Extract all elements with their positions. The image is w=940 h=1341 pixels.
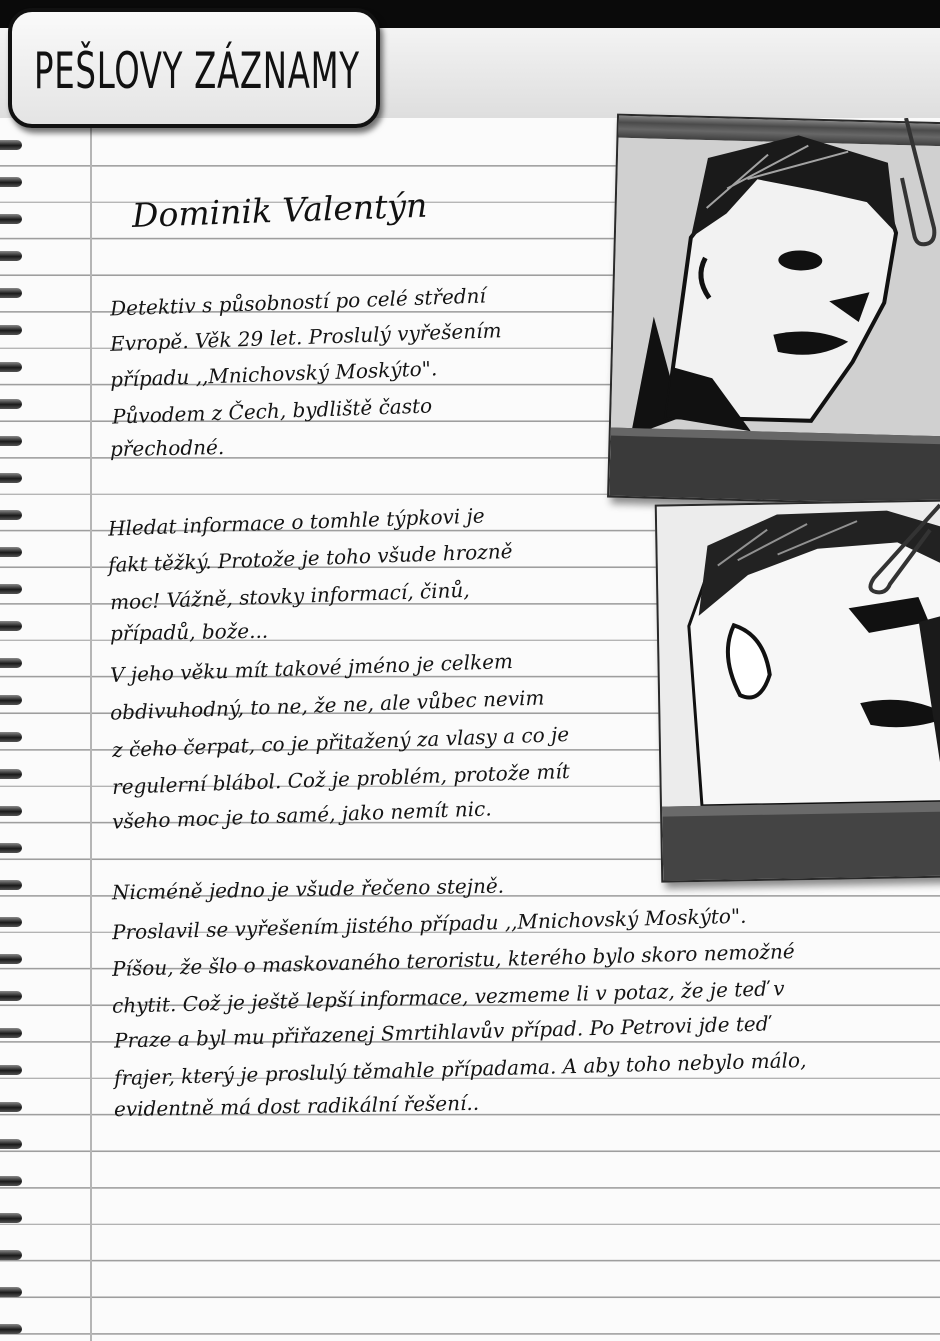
binding-ring: [0, 251, 22, 261]
binding-ring: [0, 1176, 22, 1186]
binding-ring: [0, 288, 22, 298]
binding-ring: [0, 547, 22, 557]
note-line: fakt těžký. Protože je toho všude hrozně: [107, 538, 513, 578]
conclusion-line: chytit. Což je ještě lepší informace, vezmeme li v potaz, že je teď v: [111, 976, 785, 1018]
binding-ring: [0, 621, 22, 631]
conclusion-line: Píšou, že šlo o maskovaného teroristu, kterého bylo skoro nemožné: [111, 939, 795, 981]
binding-ring: [0, 1250, 22, 1260]
binding-ring: [0, 806, 22, 816]
page-title: PEŠLOVY ZÁZNAMY: [34, 42, 360, 100]
binding-ring: [0, 732, 22, 742]
intro-line: Původem z Čech, bydliště často: [111, 393, 433, 429]
binding-ring: [0, 658, 22, 668]
binding-ring: [0, 954, 22, 964]
dossier-name: Dominik Valentýn: [131, 185, 428, 235]
portrait-sketch-icon: [609, 116, 940, 507]
note-line: moc! Vážně, stovky informací, činů,: [109, 577, 471, 615]
binding-ring: [0, 177, 22, 187]
note-line: Hledat informace o tomhle týpkovi je: [107, 503, 485, 541]
title-tab: [8, 8, 380, 128]
intro-line: přechodné.: [109, 435, 225, 461]
binding-ring: [0, 991, 22, 1001]
intro-line: Detektiv s působností po celé střední: [109, 283, 487, 321]
binding-ring: [0, 1102, 22, 1112]
binding-ring: [0, 140, 22, 150]
margin-line: [90, 118, 92, 1341]
note-line: všeho moc je to samé, jako nemít nic.: [111, 796, 493, 834]
binding-ring: [0, 1287, 22, 1297]
binding-ring: [0, 473, 22, 483]
binding-ring: [0, 214, 22, 224]
binding-ring: [0, 399, 22, 409]
binding-ring: [0, 325, 22, 335]
conclusion-line: Proslavil se vyřešením jistého případu ,,Mnichovský Moskýto".: [111, 903, 747, 945]
note-line: z čeho čerpat, co je přitažený za vlasy a co je: [111, 722, 570, 762]
binding-ring: [0, 695, 22, 705]
note-line: obdivuhodný, to ne, že ne, ale vůbec nevim: [109, 685, 545, 725]
paper-clip-icon: [896, 118, 940, 248]
binding-ring: [0, 769, 22, 779]
conclusion-line: Nicméně jedno je všude řečeno stejně.: [111, 873, 505, 905]
binding-ring: [0, 1028, 22, 1038]
conclusion-line: evidentně má dost radikální řešení..: [113, 1090, 480, 1122]
note-line: V jeho věku mít takové jméno je celkem: [109, 648, 514, 688]
spiral-binding-icon: [0, 140, 26, 1341]
binding-ring: [0, 584, 22, 594]
conclusion-line: frajer, který je proslulý těmahle případama. A aby toho nebylo málo,: [113, 1047, 807, 1091]
binding-ring: [0, 843, 22, 853]
binding-ring: [0, 1139, 22, 1149]
conclusion-line: Praze a byl mu přiřazenej Smrtihlavův případ. Po Petrovi jde teď: [113, 1011, 769, 1053]
binding-ring: [0, 510, 22, 520]
binding-ring: [0, 880, 22, 890]
binding-ring: [0, 1324, 22, 1334]
intro-line: případu ,,Mnichovský Moskýto".: [109, 356, 438, 392]
portrait-photo-1: [607, 114, 940, 507]
note-line: případů, bože...: [109, 618, 269, 646]
paper-clip-icon: [860, 500, 940, 595]
note-line: regulerní blábol. Což je problém, protože mít: [111, 759, 571, 799]
binding-ring: [0, 917, 22, 927]
binding-ring: [0, 1213, 22, 1223]
binding-ring: [0, 362, 22, 372]
binding-ring: [0, 436, 22, 446]
intro-line: Evropě. Věk 29 let. Proslulý vyřešením: [109, 318, 502, 356]
binding-ring: [0, 1065, 22, 1075]
